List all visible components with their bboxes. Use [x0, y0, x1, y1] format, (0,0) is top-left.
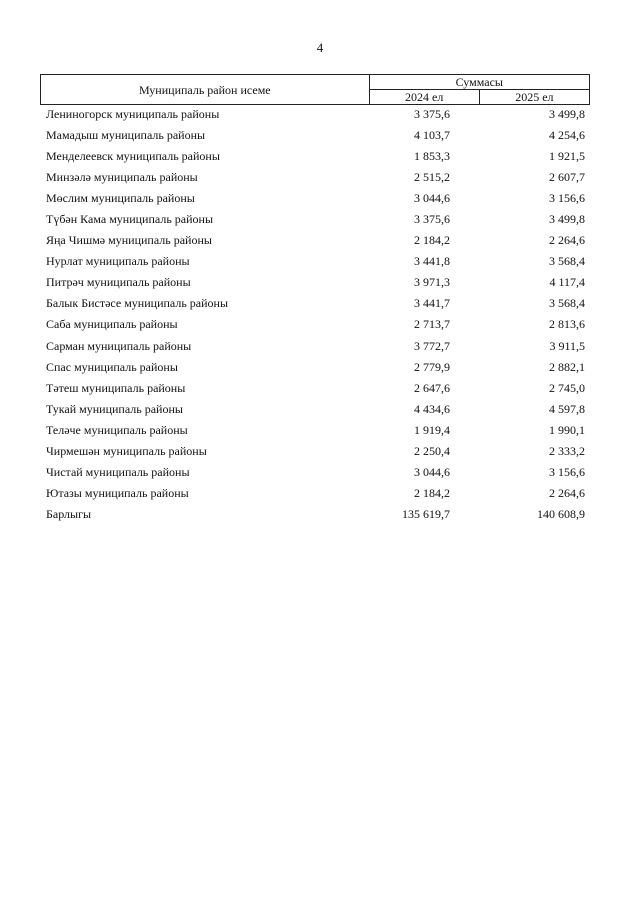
amount-2025: 4 597,8: [549, 401, 585, 416]
amount-2025: 140 608,9: [537, 506, 585, 521]
header-sum-group: Суммасы: [369, 75, 589, 90]
amount-2024: 2 515,2: [414, 170, 450, 185]
amount-2025: 2 264,6: [549, 233, 585, 248]
amount-2024: 3 772,7: [414, 338, 450, 353]
table-row: [40, 504, 590, 525]
amount-2025: 2 333,2: [549, 443, 585, 458]
table-row: [40, 125, 590, 146]
district-name: Яңа Чишмә муниципаль районы: [46, 233, 212, 248]
amount-2024: 2 779,9: [414, 359, 450, 374]
amount-2024: 4 434,6: [414, 401, 450, 416]
district-name: Менделеевск муниципаль районы: [46, 149, 220, 164]
district-name: Сарман муниципаль районы: [46, 338, 192, 353]
district-name: Теләче муниципаль районы: [46, 422, 188, 437]
district-name: Питрәч муниципаль районы: [46, 275, 191, 290]
district-name: Чистай муниципаль районы: [46, 464, 190, 479]
amount-2025: 3 911,5: [549, 338, 585, 353]
table-row: [40, 167, 590, 188]
header-district-name: Муниципаль район исеме: [41, 75, 370, 105]
district-name: Минзәлә муниципаль районы: [46, 170, 198, 185]
amount-2024: 2 184,2: [414, 485, 450, 500]
table-row: [40, 146, 590, 167]
district-name: Лениногорск муниципаль районы: [46, 107, 220, 121]
amount-2024: 3 441,8: [414, 254, 450, 269]
amount-2024: 3 044,6: [414, 464, 450, 479]
amount-2025: 3 568,4: [549, 296, 585, 311]
amount-2025: 1 990,1: [549, 422, 585, 437]
district-name: Тәтеш муниципаль районы: [46, 380, 186, 395]
table-row: [40, 104, 590, 125]
amount-2024: 3 375,6: [414, 107, 450, 121]
amount-2025: 3 499,8: [549, 107, 585, 121]
header-year-2024: 2024 ел: [369, 90, 479, 105]
amount-2025: 2 607,7: [549, 170, 585, 185]
amount-2024: 135 619,7: [402, 506, 450, 521]
table-row: [40, 336, 590, 357]
amount-2024: 3 441,7: [414, 296, 450, 311]
amount-2025: 2 882,1: [549, 359, 585, 374]
table-row: [40, 420, 590, 441]
amount-2025: 2 745,0: [549, 380, 585, 395]
district-name: Чирмешән муниципаль районы: [46, 443, 207, 458]
table-row: [40, 293, 590, 314]
district-name: Саба муниципаль районы: [46, 317, 178, 332]
table-row: [40, 209, 590, 230]
amount-2025: 4 254,6: [549, 128, 585, 143]
table-row: [40, 188, 590, 209]
page-number: 4: [316, 40, 324, 55]
amount-2025: 2 264,6: [549, 485, 585, 500]
amount-2025: 4 117,4: [549, 275, 585, 290]
amount-2025: 3 156,6: [549, 464, 585, 479]
table-row: [40, 230, 590, 251]
district-name: Ютазы муниципаль районы: [46, 485, 189, 500]
amount-2025: 3 568,4: [549, 254, 585, 269]
district-name: Мөслим муниципаль районы: [46, 191, 195, 206]
amount-2025: 1 921,5: [549, 149, 585, 164]
table-row: [40, 378, 590, 399]
amount-2024: 4 103,7: [414, 128, 450, 143]
amount-2024: 1 919,4: [414, 422, 450, 437]
amount-2024: 2 713,7: [414, 317, 450, 332]
amount-2025: 2 813,6: [549, 317, 585, 332]
table-row: [40, 357, 590, 378]
amount-2024: 2 250,4: [414, 443, 450, 458]
amount-2024: 2 184,2: [414, 233, 450, 248]
district-name: Барлыгы: [46, 506, 92, 521]
amount-2024: 1 853,3: [414, 149, 450, 164]
table-row: [40, 314, 590, 335]
district-name: Спас муниципаль районы: [46, 359, 178, 374]
amount-2024: 2 647,6: [414, 380, 450, 395]
header-year-2025: 2025 ел: [479, 90, 589, 105]
amount-2024: 3 044,6: [414, 191, 450, 206]
table-row: [40, 462, 590, 483]
amount-2024: 3 971,3: [414, 275, 450, 290]
amount-2025: 3 156,6: [549, 191, 585, 206]
table-body: [40, 104, 590, 525]
table-row: [40, 251, 590, 272]
amount-2024: 3 375,6: [414, 212, 450, 227]
district-name: Тукай муниципаль районы: [46, 401, 183, 416]
amount-2025: 3 499,8: [549, 212, 585, 227]
district-name: Балык Бистәсе муниципаль районы: [46, 296, 229, 311]
table-row: [40, 483, 590, 504]
district-name: Түбән Кама муниципаль районы: [46, 212, 214, 227]
table-row: [40, 399, 590, 420]
table-row: [40, 272, 590, 293]
table-row: [40, 441, 590, 462]
table-header: [40, 74, 590, 105]
district-name: Нурлат муниципаль районы: [46, 254, 190, 269]
district-name: Мамадыш муниципаль районы: [46, 128, 206, 143]
